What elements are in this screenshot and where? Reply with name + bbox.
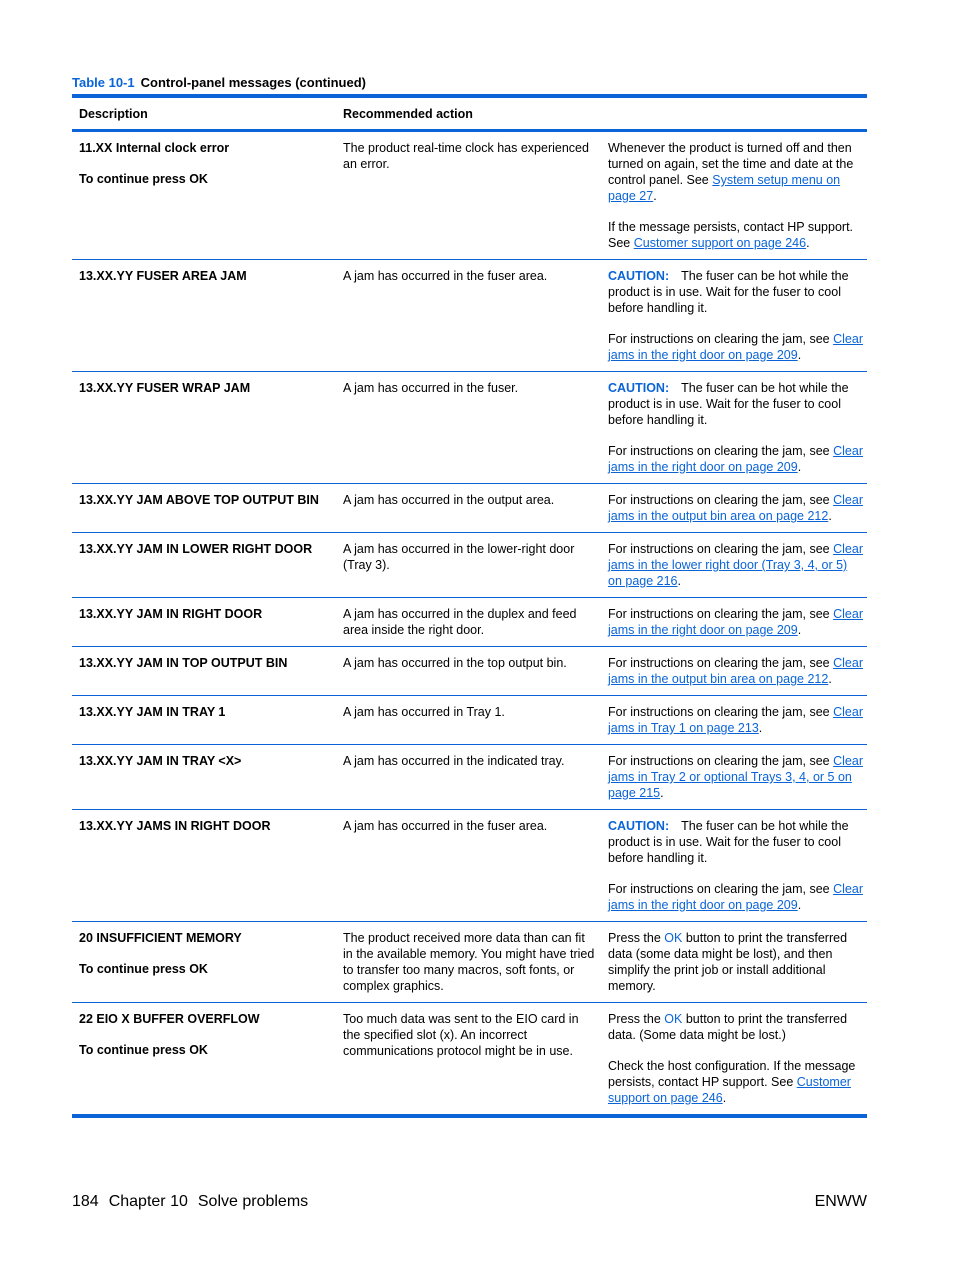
cross-reference-link[interactable]: Clear jams in the right door on page 209 — [608, 444, 863, 474]
message-cell — [72, 492, 337, 524]
message-cell — [72, 818, 337, 913]
action-cell — [602, 606, 867, 638]
action-text: For instructions on clearing the jam, see — [608, 705, 834, 719]
table-row — [72, 696, 867, 745]
action-text-tail: . — [828, 672, 832, 686]
message-name: 13.XX.YY JAM IN TOP OUTPUT BIN — [79, 656, 288, 670]
table-row — [72, 260, 867, 372]
action-paragraph — [608, 704, 863, 736]
cross-reference-link[interactable]: Clear jams in Tray 2 or optional Trays 3, 4, or 5 on page 215 — [608, 754, 863, 800]
caution-label: CAUTION: — [608, 381, 670, 395]
action-paragraph — [608, 881, 863, 913]
cross-reference-link[interactable]: Clear jams in the right door on page 209 — [608, 607, 863, 637]
page-footer-code: ENWW — [814, 1193, 867, 1210]
description-text: A jam has occurred in Tray 1. — [343, 705, 505, 719]
description-text: A jam has occurred in the lower-right door (Tray 3). — [343, 542, 575, 572]
action-paragraph — [608, 1011, 863, 1043]
table-row — [72, 132, 867, 260]
action-text-tail: . — [722, 1091, 727, 1105]
message-name: 13.XX.YY FUSER AREA JAM — [79, 269, 247, 283]
header-recommended-action: Recommended action — [343, 106, 473, 121]
chapter-label: Chapter 10 — [108, 1193, 188, 1210]
message-cell — [72, 541, 337, 589]
message-name: 13.XX.YY JAM ABOVE TOP OUTPUT BIN — [79, 493, 319, 507]
action-paragraph — [608, 541, 863, 589]
action-text-tail: . — [797, 460, 802, 474]
action-text-tail: . — [828, 509, 832, 523]
caution-text: The fuser can be hot while the product is in use. Wait for the fuser to cool before handling it. — [608, 269, 849, 315]
description-cell — [337, 704, 602, 736]
message-name: 13.XX.YY JAM IN RIGHT DOOR — [79, 607, 263, 621]
action-cell — [602, 655, 867, 687]
table-row — [72, 745, 867, 810]
caution-note — [608, 818, 863, 866]
action-paragraph — [608, 1058, 863, 1106]
table-bottom-rule — [72, 1114, 867, 1118]
action-paragraph — [608, 140, 863, 204]
description-cell — [337, 1011, 602, 1106]
caution-label: CAUTION: — [608, 819, 670, 833]
action-cell — [602, 704, 867, 736]
caution-note — [608, 268, 863, 316]
action-text-tail: button to print the transferred data (some data might be lost), and then simplify the print job or install additional memory. — [608, 931, 848, 993]
continue-instruction: To continue press OK — [79, 962, 208, 976]
cross-reference-link[interactable]: Customer support on page 246 — [608, 1075, 851, 1105]
message-name: 13.XX.YY FUSER WRAP JAM — [79, 381, 251, 395]
action-text: For instructions on clearing the jam, see — [608, 332, 834, 346]
action-paragraph — [608, 219, 863, 251]
description-text: The product received more data than can fit in the available memory. You might have tried to transfer too many macros, soft fonts, or complex graphics. — [343, 931, 595, 993]
action-paragraph — [608, 753, 863, 801]
table-row — [72, 647, 867, 696]
description-cell — [337, 380, 602, 475]
action-text-tail: . — [758, 721, 763, 735]
action-text: Check the host configuration. If the message persists, contact HP support. See — [608, 1059, 856, 1089]
description-cell — [337, 268, 602, 363]
ok-button-ref: OK — [664, 931, 683, 945]
message-cell — [72, 1011, 337, 1106]
message-cell — [72, 930, 337, 994]
table-row — [72, 372, 867, 484]
caution-note — [608, 380, 863, 428]
control-panel-messages-table — [72, 94, 867, 1118]
action-text-tail: button to print the transferred data. (Some data might be lost.) — [608, 1012, 848, 1042]
message-name: 22 EIO X BUFFER OVERFLOW — [79, 1012, 260, 1026]
action-text: Whenever the product is turned off and then turned on again, set the time and date at the control panel. See — [608, 141, 854, 187]
message-cell — [72, 140, 337, 251]
cross-reference-link[interactable]: Clear jams in the output bin area on page 212 — [608, 493, 863, 523]
action-text-tail: . — [797, 898, 802, 912]
cross-reference-link[interactable]: Clear jams in Tray 1 on page 213 — [608, 705, 863, 735]
message-name: 13.XX.YY JAM IN TRAY <X> — [79, 754, 242, 768]
continue-instruction: To continue press OK — [79, 172, 208, 186]
description-text: A jam has occurred in the top output bin. — [343, 656, 567, 670]
action-text-tail: . — [660, 786, 664, 800]
action-text: For instructions on clearing the jam, see — [608, 607, 834, 621]
action-paragraph — [608, 655, 863, 687]
action-text-tail: . — [806, 236, 810, 250]
description-cell — [337, 818, 602, 913]
action-cell — [602, 930, 867, 994]
description-text: Too much data was sent to the EIO card in the specified slot (x). An incorrect communications protocol might be in use. — [343, 1012, 579, 1058]
action-text-tail: . — [677, 574, 681, 588]
action-text-tail: . — [797, 348, 802, 362]
ok-button-ref: OK — [664, 1012, 683, 1026]
cross-reference-link[interactable]: Clear jams in the lower right door (Tray 3, 4, or 5) on page 216 — [608, 542, 863, 588]
action-paragraph — [608, 331, 863, 363]
description-text: A jam has occurred in the output area. — [343, 493, 555, 507]
message-cell — [72, 380, 337, 475]
message-cell — [72, 704, 337, 736]
table-row — [72, 810, 867, 922]
action-paragraph — [608, 443, 863, 475]
action-text: Press the — [608, 1012, 665, 1026]
action-text-tail: . — [653, 189, 657, 203]
message-cell — [72, 606, 337, 638]
action-text: For instructions on clearing the jam, see — [608, 444, 834, 458]
continue-instruction: To continue press OK — [79, 1043, 208, 1057]
table-body — [72, 132, 867, 1115]
table-number: Table 10-1 — [72, 75, 135, 90]
description-text: A jam has occurred in the fuser. — [343, 381, 519, 395]
action-paragraph — [608, 606, 863, 638]
table-row — [72, 1003, 867, 1115]
action-text: For instructions on clearing the jam, see — [608, 754, 834, 768]
table-row — [72, 533, 867, 598]
message-name: 13.XX.YY JAM IN TRAY 1 — [79, 705, 226, 719]
table-row — [72, 922, 867, 1003]
description-cell — [337, 930, 602, 994]
cross-reference-link[interactable]: Customer support on page 246 — [633, 236, 807, 250]
description-cell — [337, 140, 602, 251]
action-text: For instructions on clearing the jam, see — [608, 542, 834, 556]
description-cell — [337, 655, 602, 687]
action-text: If the message persists, contact HP support. See — [608, 220, 854, 250]
description-cell — [337, 492, 602, 524]
message-cell — [72, 268, 337, 363]
table-header — [72, 98, 867, 132]
caution-text: The fuser can be hot while the product is in use. Wait for the fuser to cool before handling it. — [608, 381, 849, 427]
action-cell — [602, 380, 867, 475]
action-cell — [602, 818, 867, 913]
action-text: For instructions on clearing the jam, see — [608, 656, 834, 670]
action-cell — [602, 541, 867, 589]
cross-reference-link[interactable]: Clear jams in the right door on page 209 — [608, 882, 863, 912]
action-cell — [602, 1011, 867, 1106]
message-name: 13.XX.YY JAMS IN RIGHT DOOR — [79, 819, 271, 833]
action-text: For instructions on clearing the jam, see — [608, 493, 834, 507]
table-caption — [72, 75, 366, 90]
action-cell — [602, 268, 867, 363]
table-row — [72, 484, 867, 533]
table-title: Control-panel messages (continued) — [140, 75, 366, 90]
message-name: 20 INSUFFICIENT MEMORY — [79, 931, 242, 945]
action-cell — [602, 753, 867, 801]
action-text-tail: . — [797, 623, 802, 637]
message-cell — [72, 753, 337, 801]
description-text: The product real-time clock has experienced an error. — [343, 141, 589, 171]
description-cell — [337, 753, 602, 801]
action-text: For instructions on clearing the jam, see — [608, 882, 834, 896]
action-cell — [602, 492, 867, 524]
message-name: 11.XX Internal clock error — [79, 141, 230, 155]
cross-reference-link[interactable]: System setup menu on page 27 — [608, 173, 841, 203]
section-label: Solve problems — [197, 1193, 309, 1210]
action-paragraph — [608, 492, 863, 524]
description-cell — [337, 541, 602, 589]
description-cell — [337, 606, 602, 638]
caution-label: CAUTION: — [608, 269, 670, 283]
description-text: A jam has occurred in the fuser area. — [343, 819, 548, 833]
action-text: Press the — [608, 931, 665, 945]
action-paragraph — [608, 930, 863, 994]
page-footer-left — [72, 1193, 318, 1211]
header-description: Description — [79, 106, 148, 121]
page-number: 184 — [72, 1193, 99, 1210]
message-cell — [72, 655, 337, 687]
cross-reference-link[interactable]: Clear jams in the right door on page 209 — [608, 332, 863, 362]
description-text: A jam has occurred in the duplex and feed area inside the right door. — [343, 607, 577, 637]
caution-text: The fuser can be hot while the product is in use. Wait for the fuser to cool before handling it. — [608, 819, 849, 865]
cross-reference-link[interactable]: Clear jams in the output bin area on page 212 — [608, 656, 863, 686]
table-row — [72, 598, 867, 647]
description-text: A jam has occurred in the fuser area. — [343, 269, 548, 283]
action-cell — [602, 140, 867, 251]
message-name: 13.XX.YY JAM IN LOWER RIGHT DOOR — [79, 542, 313, 556]
description-text: A jam has occurred in the indicated tray. — [343, 754, 565, 768]
